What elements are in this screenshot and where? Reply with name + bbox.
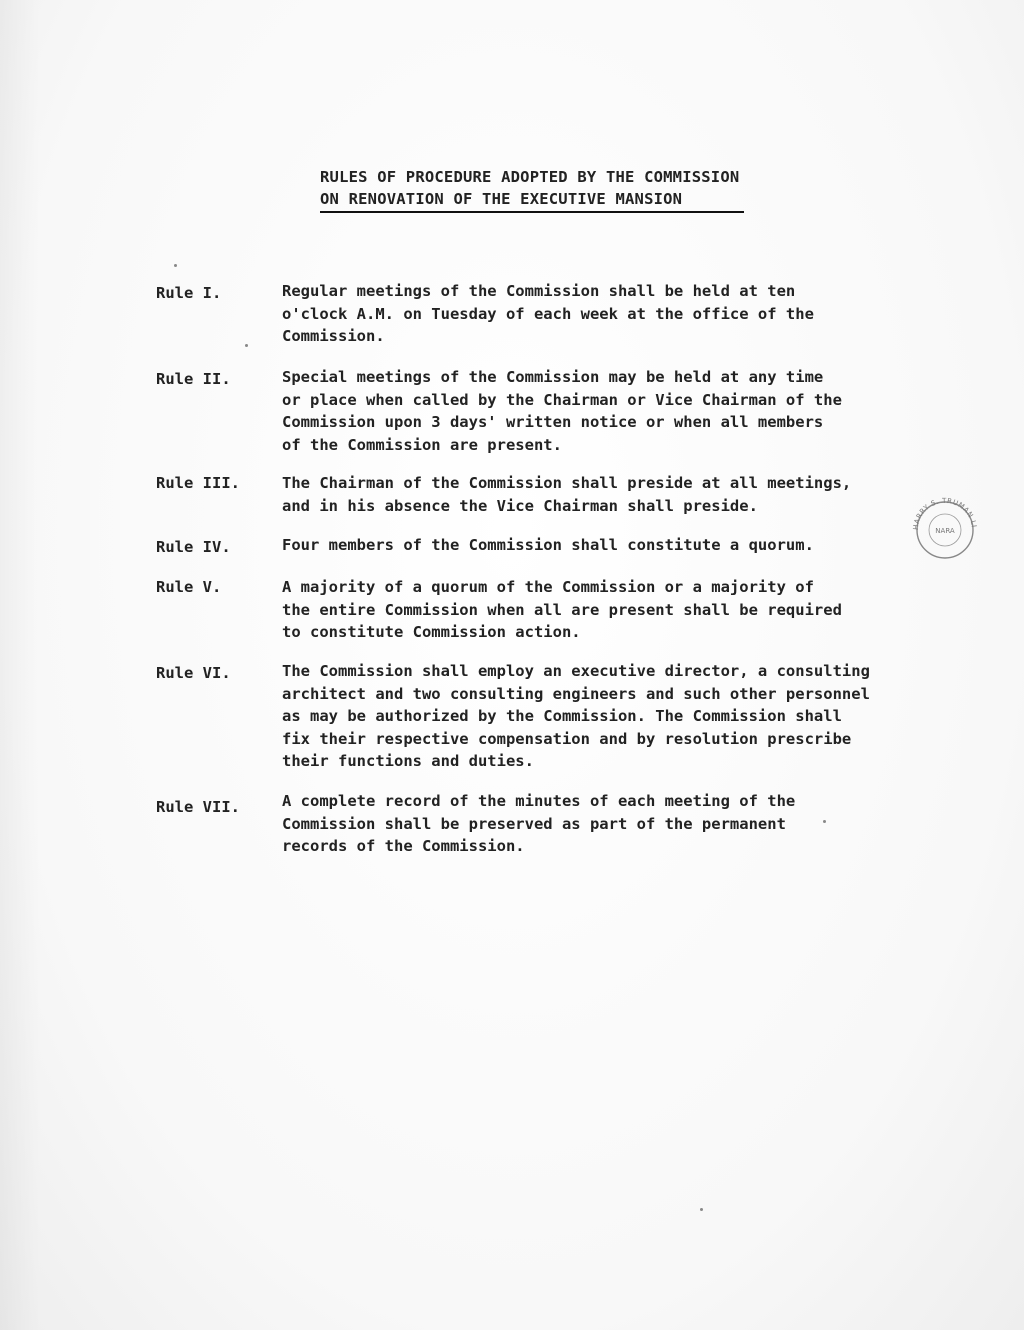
rule-label: Rule I. bbox=[156, 284, 222, 302]
rule-line: The Commission shall employ an executive director, a consulting bbox=[282, 662, 870, 680]
paper-speck bbox=[700, 1208, 703, 1211]
title-line-1: RULES OF PROCEDURE ADOPTED BY THE COMMISSION bbox=[320, 168, 740, 186]
rule-line: Special meetings of the Commission may be held at any time bbox=[282, 368, 824, 386]
rule-line: The Chairman of the Commission shall preside at all meetings, bbox=[282, 474, 852, 492]
rule-line: o'clock A.M. on Tuesday of each week at the office of the bbox=[282, 304, 814, 323]
rule-line: A majority of a quorum of the Commission or a majority of bbox=[282, 578, 814, 596]
paper-speck bbox=[823, 820, 826, 823]
rule-line: Regular meetings of the Commission shall be held at ten bbox=[282, 282, 796, 300]
paper-speck bbox=[245, 344, 248, 347]
rule-line: and in his absence the Vice Chairman shall preside. bbox=[282, 496, 758, 515]
rule-label: Rule V. bbox=[156, 578, 222, 596]
archive-stamp-icon bbox=[908, 496, 982, 560]
stamp-center-text: NARA bbox=[935, 527, 955, 535]
rule-text bbox=[282, 366, 972, 456]
rule-line: as may be authorized by the Commission. The Commission shall bbox=[282, 707, 842, 725]
rule-line: A complete record of the minutes of each meeting of the bbox=[282, 792, 796, 810]
rule-line: Commission. bbox=[282, 327, 385, 345]
rule-line: Commission upon 3 days' written notice or when all members bbox=[282, 413, 824, 431]
rule-text bbox=[282, 576, 972, 644]
rule-text bbox=[282, 534, 972, 557]
paper-speck bbox=[174, 264, 177, 267]
rule-label: Rule II. bbox=[156, 370, 231, 388]
svg-text:HARRY S. TRUMAN LIBRARY bbox=[908, 496, 978, 530]
rule-line: Four members of the Commission shall constitute a quorum. bbox=[282, 536, 814, 554]
page-edge-shadow bbox=[0, 0, 40, 1330]
stamp-ring-text: HARRY S. TRUMAN LI bbox=[911, 496, 978, 531]
rule-text bbox=[282, 280, 972, 348]
archive-stamp bbox=[908, 496, 982, 560]
rule-line: to constitute Commission action. bbox=[282, 623, 581, 641]
rule-text bbox=[282, 660, 972, 773]
rule-label: Rule IV. bbox=[156, 538, 231, 556]
rule-label: Rule III. bbox=[156, 474, 240, 492]
rule-line: architect and two consulting engineers and such other personnel bbox=[282, 684, 870, 703]
rule-line: the entire Commission when all are present shall be required bbox=[282, 600, 842, 619]
rule-line: Commission shall be preserved as part of the permanent bbox=[282, 814, 786, 833]
rule-line: records of the Commission. bbox=[282, 837, 525, 855]
document-title bbox=[320, 166, 800, 213]
rule-text bbox=[282, 472, 972, 517]
rule-line: of the Commission are present. bbox=[282, 435, 562, 454]
rule-line: fix their respective compensation and by resolution prescribe bbox=[282, 729, 852, 748]
rule-line: or place when called by the Chairman or Vice Chairman of the bbox=[282, 390, 842, 409]
rule-label: Rule VII. bbox=[156, 798, 240, 816]
rule-label: Rule VI. bbox=[156, 664, 231, 682]
rule-text bbox=[282, 790, 972, 858]
rule-line: their functions and duties. bbox=[282, 752, 534, 770]
title-line-2: ON RENOVATION OF THE EXECUTIVE MANSION bbox=[320, 188, 744, 213]
